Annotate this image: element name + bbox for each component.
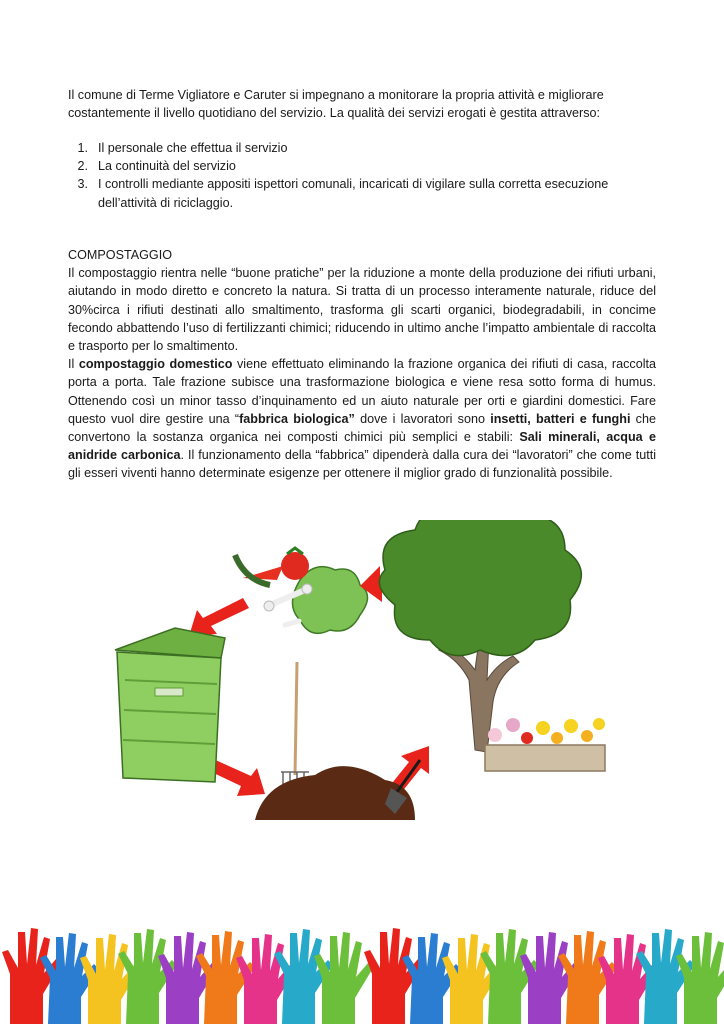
text-run: dove i lavoratori sono: [354, 411, 491, 426]
hands-footer-decoration: [0, 898, 724, 1024]
bold-run: compostaggio domestico: [78, 357, 233, 372]
intro-section: [68, 86, 656, 122]
text-run: . Il funzionamento della “fabbrica” dipenderà dalla cura dei “lavoratori” che come tutti gli esseri viventi hanno determinate esigenze per ottenere il miglior grado di funzionalità possibile.: [68, 448, 656, 481]
text-run: Il: [68, 357, 79, 372]
text-run: viene effettuato eliminando la frazione organica dei rifiuti di casa, raccolta porta a porta. Tale frazione subisce una trasformazione biologica e viene resa sotto forma di humus. Ottenendo così un minor tasso d’inquinamento ed un aiuto naturale per orti e giardini domestici. Fare questo vuol dire gestire una “: [68, 357, 657, 426]
flower-box-icon: [485, 718, 605, 771]
section-heading: COMPOSTAGGIO: [68, 248, 173, 262]
compost-bin-icon: [115, 628, 225, 782]
arrow-icon: [189, 598, 249, 636]
list-number: 3.: [77, 177, 88, 192]
organic-waste-icon: [235, 548, 368, 633]
bold-run: Sali minerali, acqua e anidride carbonica: [68, 430, 656, 463]
compost-paragraph-2: [68, 355, 656, 482]
compost-paragraph-1: Il compostaggio rientra nelle “buone pratiche” per la riduzione a monte della produzione dei rifiuti urbani, aiutando in modo diretto e concreto la natura. Si tratta di un processo interamente naturale, riduce del 30%circa i rifiuti destinati allo smaltimento, trasforma gli scarti organici, biodegradabili, in concime fecondo abbattendo l’uso di fertilizzanti chimici; riducendo in ultimo anche l’impatto ambientale di raccolta e trasporto per lo smaltimento.: [68, 266, 656, 354]
list-item: [68, 139, 656, 157]
list-number: 1.: [77, 141, 88, 155]
list-text: I controlli mediante appositi ispettori comunali, incaricati di vigilare sulla corretta esecuzione dell’attività di riciclaggio.: [98, 177, 609, 210]
list-text: Il personale che effettua il servizio: [98, 141, 288, 155]
list-text: La continuità del servizio: [98, 159, 236, 174]
list-item: [68, 157, 656, 175]
list-item: [68, 175, 656, 211]
compost-cycle-illustration: [95, 520, 625, 850]
list-number: 2.: [77, 159, 88, 174]
bold-run: fabbrica biologica”: [239, 411, 355, 426]
service-quality-list: [68, 139, 656, 212]
compost-section: [68, 246, 656, 483]
intro-paragraph: Il comune di Terme Vigliatore e Caruter si impegnano a monitorare la propria attività e migliorare costantemente il livello quotidiano del servizio. La qualità dei servizi erogati è gestita attraverso:: [68, 88, 604, 121]
tree-icon: [379, 520, 581, 752]
hand-icon: [314, 932, 373, 1024]
soil-pile-icon: [255, 662, 420, 820]
text-run: che convertono la sostanza organica nei composti chimici più semplici e stabili:: [68, 411, 656, 445]
bold-run: insetti, batteri e funghi: [490, 411, 631, 426]
